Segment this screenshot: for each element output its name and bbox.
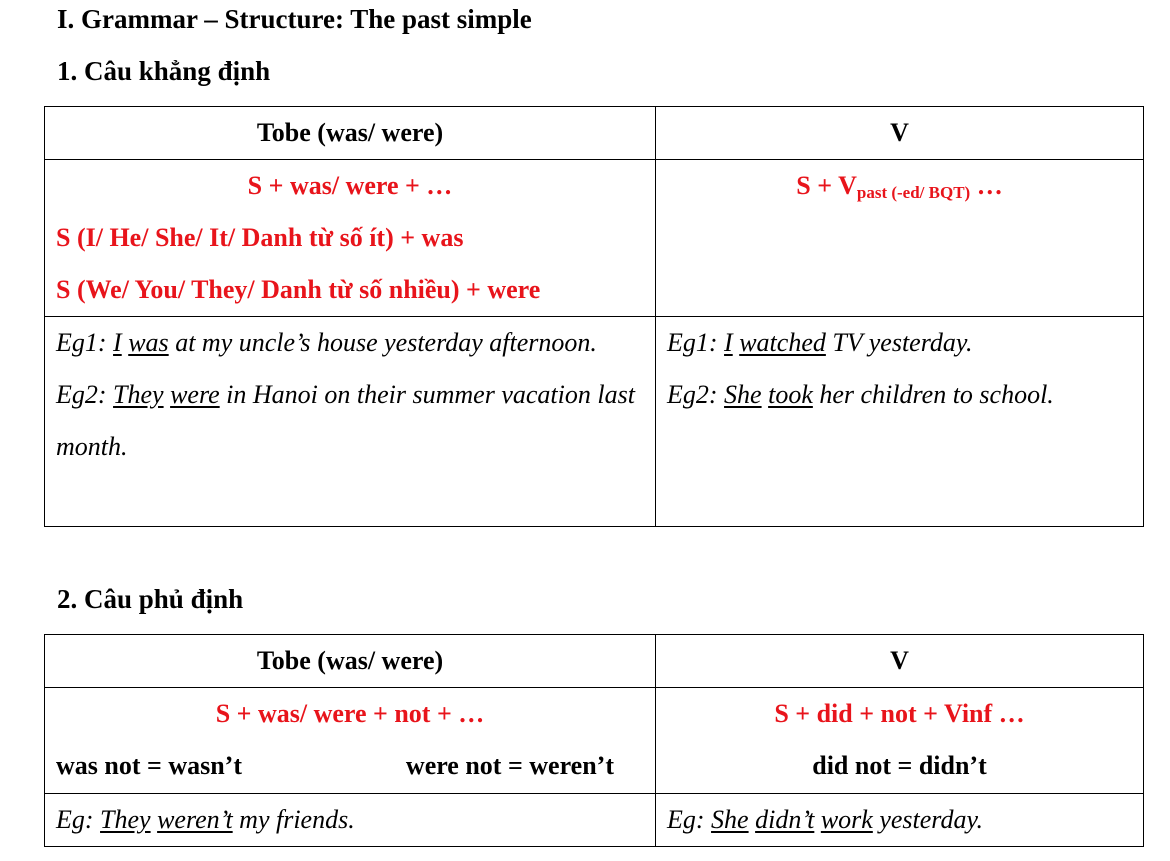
formula-tobe: S + was/ were + …	[247, 171, 453, 200]
contraction-did: did not = didn’t	[812, 751, 987, 780]
header-v: V	[656, 107, 1144, 160]
page-heading: I. Grammar – Structure: The past simple	[57, 4, 532, 34]
tobe-negative-cell	[45, 688, 656, 794]
example-v-2: Eg2: She took her children to school.	[667, 380, 1054, 409]
tobe-negative-example-cell	[45, 794, 656, 847]
contractions-row	[56, 740, 644, 792]
v-negative-cell	[656, 688, 1144, 794]
example-v-negative: Eg: She didn’t work yesterday.	[667, 805, 984, 834]
example-v-1: Eg1: I watched TV yesterday.	[667, 328, 973, 357]
negative-table	[44, 634, 1144, 847]
example-tobe-1: Eg1: I was at my uncle’s house yesterday afternoon.	[56, 328, 597, 357]
example-tobe-negative: Eg: They weren’t my friends.	[56, 805, 355, 834]
section-title-negative: 2. Câu phủ định	[57, 584, 244, 614]
formula-tobe-negative: S + was/ were + not + …	[215, 699, 485, 728]
rule-plural: S (We/ You/ They/ Danh từ số nhiều) + were	[56, 275, 541, 304]
tobe-rules-cell	[45, 160, 656, 317]
header-tobe: Tobe (was/ were)	[45, 635, 656, 688]
header-tobe: Tobe (was/ were)	[45, 107, 656, 160]
formula-v-negative: S + did + not + Vinf …	[774, 699, 1025, 728]
example-tobe-2: Eg2: They were in Hanoi on their summer vacation last month.	[56, 380, 635, 461]
formula-v: $S + V_{past (-ed/ BQT)}$ …	[796, 171, 1003, 202]
section-title-affirmative: 1. Câu khẳng định	[57, 56, 271, 86]
rule-singular: S (I/ He/ She/ It/ Danh từ số ít) + was	[56, 223, 464, 252]
affirmative-table	[44, 106, 1144, 527]
v-examples-cell	[656, 317, 1144, 527]
v-rules-cell	[656, 160, 1144, 317]
contraction-was: was not = wasn’t	[56, 751, 242, 780]
contraction-were: were not = weren’t	[405, 751, 614, 780]
tobe-examples-cell	[45, 317, 656, 527]
v-negative-example-cell	[656, 794, 1144, 847]
header-v: V	[656, 635, 1144, 688]
